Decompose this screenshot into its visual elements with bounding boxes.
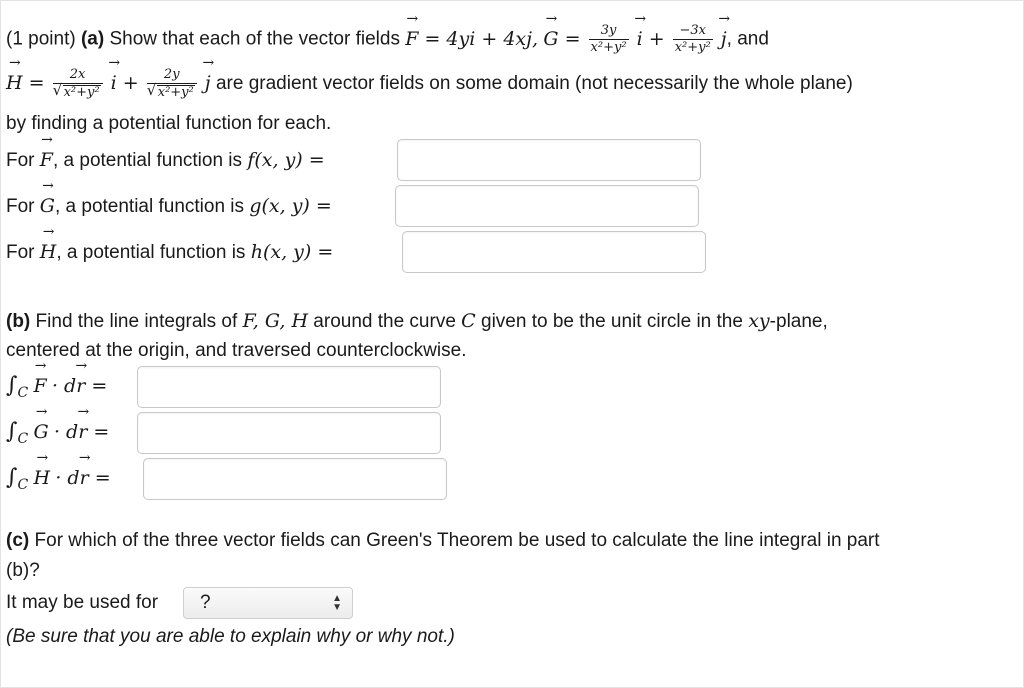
integral-F-input[interactable]	[137, 366, 441, 408]
H-symbol: → H	[6, 71, 23, 95]
part-c-note: (Be sure that you are able to explain why or why not.)	[6, 626, 455, 647]
part-c-line-1: (c) For which of the three vector fields can Green's Theorem be used to calculate the line integral in part	[6, 530, 880, 551]
potential-g-input[interactable]	[395, 185, 699, 227]
integral-sign: ∫	[6, 465, 18, 490]
H-symbol: → H	[40, 240, 57, 264]
select-label: It may be used for	[6, 592, 159, 613]
part-a-line-3: by finding a potential function for each.	[6, 113, 332, 134]
part-a-line-2	[6, 68, 853, 100]
integral-sign: ∫	[6, 373, 18, 398]
part-a-line2-text: are gradient vector fields on some domain (not necessarily the whole plane)	[215, 73, 853, 94]
integral-sign: ∫	[6, 419, 18, 444]
G-i-fraction: $\frac{3y}{\text{x²+y²}}$	[590, 23, 627, 55]
F-symbol: → F	[33, 374, 46, 398]
fields-FGH: F, G, H	[242, 310, 309, 332]
part-b-line-1: (b) Find the line integrals of F, G, H around the curve C given to be the unit circle in the xy-plane,	[6, 310, 828, 332]
part-a-label: (a)	[80, 28, 105, 50]
H-i-fraction: 2x √ x²+y²	[53, 68, 103, 100]
part-c-label: (c)	[6, 530, 30, 551]
integral-H-input[interactable]	[143, 458, 447, 500]
G-symbol: → G	[33, 420, 48, 444]
potential-row-H: For → H, a potential function is h(x, y) =	[6, 240, 333, 265]
xy-plane: xy	[748, 310, 770, 332]
part-c-line-2: (b)?	[6, 560, 40, 581]
potential-f-input[interactable]	[397, 139, 701, 181]
potential-row-G: For → G, a potential function is g(x, y) =	[6, 194, 332, 219]
part-a-intro: Show that each of the vector fields	[109, 28, 400, 50]
integral-G-input[interactable]	[137, 412, 441, 454]
part-b-label: (b)	[6, 311, 31, 332]
integral-row-G: $\int_C \to G \cdot d\to r$ =	[6, 420, 109, 451]
G-symbol: → G	[40, 194, 55, 218]
G-symbol: → G	[543, 27, 558, 51]
field-G-definition: → G = $\frac{3y}{\text{x²+y²}}$ → i + $\frac{-3x}{\text{x²+y²}}$ → j	[543, 28, 726, 50]
potential-row-F: For → F, a potential function is f(x, y) =	[6, 148, 325, 173]
up-down-arrows-icon: ▲ ▼	[332, 593, 342, 613]
green-theorem-select[interactable]	[183, 587, 353, 619]
part-b-line-2: centered at the origin, and traversed counterclockwise.	[6, 340, 467, 361]
i-unit: → i	[637, 27, 643, 51]
j-unit: → j	[721, 27, 727, 51]
field-H-definition: → H = 2x √ x²+y² → i + 2y √ x²+y² → j	[6, 72, 211, 94]
part-a-line-1	[6, 24, 769, 55]
i-unit: → i	[111, 71, 117, 95]
and-text: , and	[726, 28, 769, 50]
potential-h-input[interactable]	[402, 231, 706, 273]
G-j-fraction: $\frac{-3x}{\text{x²+y²}}$	[674, 23, 711, 55]
F-symbol: → F	[40, 148, 53, 172]
integral-row-H: $\int_C \to H \cdot d\to r$ =	[6, 466, 111, 497]
j-unit: → j	[205, 71, 211, 95]
F-symbol: → F	[405, 27, 418, 51]
H-j-fraction: 2y √ x²+y²	[147, 68, 197, 100]
points-label: (1 point)	[6, 28, 76, 50]
select-value: ?	[200, 592, 211, 613]
curve-C: C	[461, 310, 476, 332]
field-F-definition: → F = 4yi + 4xj,	[405, 28, 538, 50]
integral-row-F: $\int_C \to F \cdot d\to r$ =	[6, 374, 107, 405]
H-symbol: → H	[33, 466, 50, 490]
